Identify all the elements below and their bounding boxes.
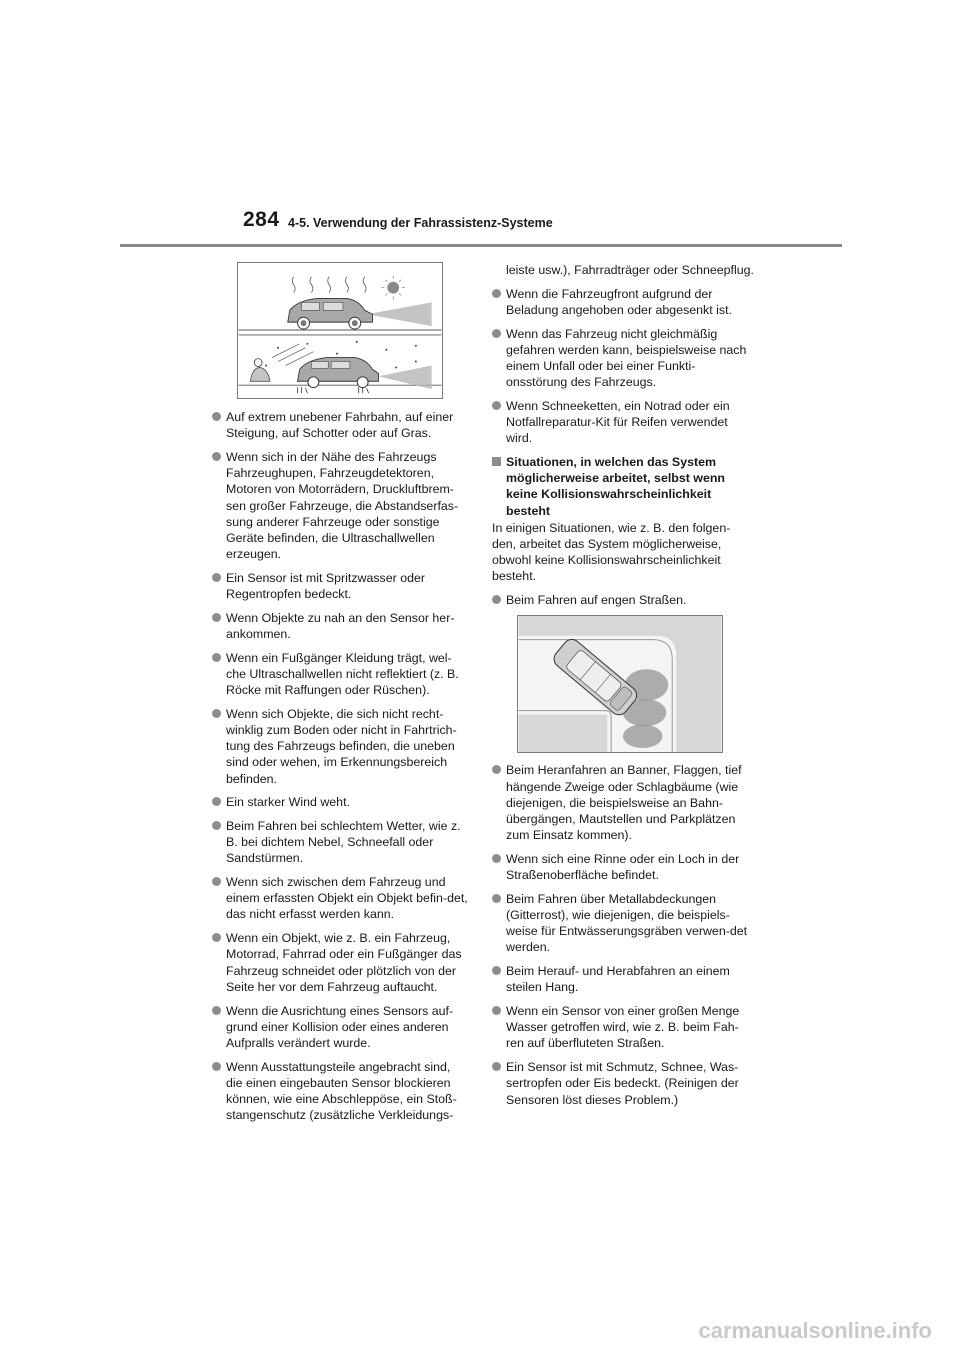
list-item: Wenn sich zwischen dem Fahrzeug und einem erfassten Objekt ein Objekt befin-det, das nicht erfasst werden kann. bbox=[212, 874, 470, 923]
list-item: Wenn ein Sensor von einer großen Menge Wasser getroffen wird, wie z. B. beim Fah-ren auf überfluteten Straßen. bbox=[492, 1003, 754, 1052]
narrow-road-illustration bbox=[517, 615, 723, 753]
list-item: Ein Sensor ist mit Schmutz, Schnee, Was-sertropfen oder Eis bedeckt. (Reinigen der Sensoren löst dieses Problem.) bbox=[492, 1059, 754, 1108]
list-item: Wenn Schneeketten, ein Notrad oder ein Notfallreparatur-Kit für Reifen verwendet wird. bbox=[492, 398, 754, 447]
list-item: Wenn sich Objekte, die sich nicht recht-winklig zum Boden oder nicht in Fahrtrich-tung des Fahrzeugs befinden, die uneben sind oder wehen, im Erkennungsbereich befinden. bbox=[212, 706, 470, 787]
bullet-icon bbox=[492, 966, 501, 975]
bullet-icon bbox=[212, 452, 221, 461]
bullet-icon bbox=[492, 595, 501, 604]
bullet-icon bbox=[492, 329, 501, 338]
bullet-icon bbox=[492, 401, 501, 410]
bullet-icon bbox=[492, 765, 501, 774]
bullet-icon bbox=[212, 412, 221, 421]
list-item: Beim Fahren über Metallabdeckungen (Gitterrost), wie diejenigen, die beispiels-weise für Entwässerungsgräben verwen-det werden. bbox=[492, 891, 754, 956]
list-item: Auf extrem unebener Fahrbahn, auf einer Steigung, auf Schotter oder auf Gras. bbox=[212, 409, 470, 441]
list-item: Wenn ein Fußgänger Kleidung trägt, wel-che Ultraschallwellen nicht reflektiert (z. B. Röcke mit Raffungen oder Rüschen). bbox=[212, 650, 470, 699]
section-title: 4-5. Verwendung der Fahrassistenz-Systeme bbox=[288, 216, 553, 230]
list-item: Wenn die Ausrichtung eines Sensors auf-grund einer Kollision oder eines anderen Aufpralls verändert wurde. bbox=[212, 1003, 470, 1052]
list-item: Wenn die Fahrzeugfront aufgrund der Beladung angehoben oder abgesenkt ist. bbox=[492, 286, 754, 318]
list-item: Beim Herauf- und Herabfahren an einem steilen Hang. bbox=[492, 963, 754, 995]
bullet-icon bbox=[212, 709, 221, 718]
bullet-icon bbox=[492, 854, 501, 863]
bullet-icon bbox=[212, 653, 221, 662]
list-item: Wenn Objekte zu nah an den Sensor her-ankommen. bbox=[212, 610, 470, 642]
list-item: Wenn ein Objekt, wie z. B. ein Fahrzeug, Motorrad, Fahrrad oder ein Fußgänger das Fahrzeug schneidet oder plötzlich von der Seite her vor dem Fahrzeug auftaucht. bbox=[212, 930, 470, 995]
bullet-icon bbox=[212, 613, 221, 622]
bullet-icon bbox=[212, 797, 221, 806]
list-item: Ein starker Wind weht. bbox=[212, 794, 470, 810]
list-item: Beim Heranfahren an Banner, Flaggen, tief hängende Zweige oder Schlagbäume (wie diejenigen, die beispielsweise an Bahn-übergängen, Mautstellen und Parkplätzen zum Einsatz kommen). bbox=[492, 762, 754, 843]
list-item: Wenn Ausstattungsteile angebracht sind, die einen eingebauten Sensor blockieren können, wie eine Abschleppöse, ein Stoß-stangenschutz (zusätzliche Verkleidungs- bbox=[212, 1059, 470, 1124]
list-item: Beim Fahren bei schlechtem Wetter, wie z. B. bei dichtem Nebel, Schneefall oder Sandstürmen. bbox=[212, 818, 470, 867]
bullet-icon bbox=[212, 1062, 221, 1071]
header-divider bbox=[120, 244, 842, 247]
bullet-icon bbox=[492, 1062, 501, 1071]
bullet-icon bbox=[212, 933, 221, 942]
page-number: 284 bbox=[243, 208, 280, 231]
bullet-icon bbox=[492, 894, 501, 903]
intro-paragraph: In einigen Situationen, wie z. B. den folgen-den, arbeitet das System möglicherweise, obwohl keine Kollisionswahrscheinlichkeit besteht. bbox=[492, 520, 731, 584]
bullet-icon bbox=[212, 821, 221, 830]
list-item: Wenn sich in der Nähe des Fahrzeugs Fahrzeughupen, Fahrzeugdetektoren, Motoren von Motorrädern, Druckluftbrem-sen großer Fahrzeuge, die Abstandserfas-sung anderer Fahrzeuge oder sonstige Geräte befinden, die Ultraschallwellen erzeugen. bbox=[212, 449, 470, 562]
bullet-icon bbox=[492, 1006, 501, 1015]
left-column bbox=[212, 262, 470, 1131]
bullet-icon bbox=[492, 289, 501, 298]
right-column bbox=[492, 262, 754, 1115]
heading-square-icon bbox=[492, 457, 501, 466]
list-item: Beim Fahren auf engen Straßen. bbox=[492, 592, 754, 608]
list-item: Wenn das Fahrzeug nicht gleichmäßig gefahren werden kann, beispielsweise nach einem Unfall oder bei einer Funkti-onsstörung des Fahrzeugs. bbox=[492, 326, 754, 391]
bullet-icon bbox=[212, 1006, 221, 1015]
watermark: carmanualsonline.info bbox=[698, 1318, 932, 1343]
weather-illustration-graphic bbox=[238, 263, 442, 398]
narrow-road-illustration-graphic bbox=[518, 616, 722, 752]
weather-illustration bbox=[237, 262, 443, 399]
list-item: Ein Sensor ist mit Spritzwasser oder Regentropfen bedeckt. bbox=[212, 570, 470, 602]
subsection-heading: Situationen, in welchen das System möglicherweise arbeitet, selbst wenn keine Kollisionswahrscheinlichkeit besteht bbox=[492, 454, 754, 519]
list-item: Wenn sich eine Rinne oder ein Loch in der Straßenoberfläche befindet. bbox=[492, 851, 754, 883]
list-item-continuation: leiste usw.), Fahrradträger oder Schneepflug. bbox=[506, 263, 754, 277]
bullet-icon bbox=[212, 877, 221, 886]
bullet-icon bbox=[212, 573, 221, 582]
